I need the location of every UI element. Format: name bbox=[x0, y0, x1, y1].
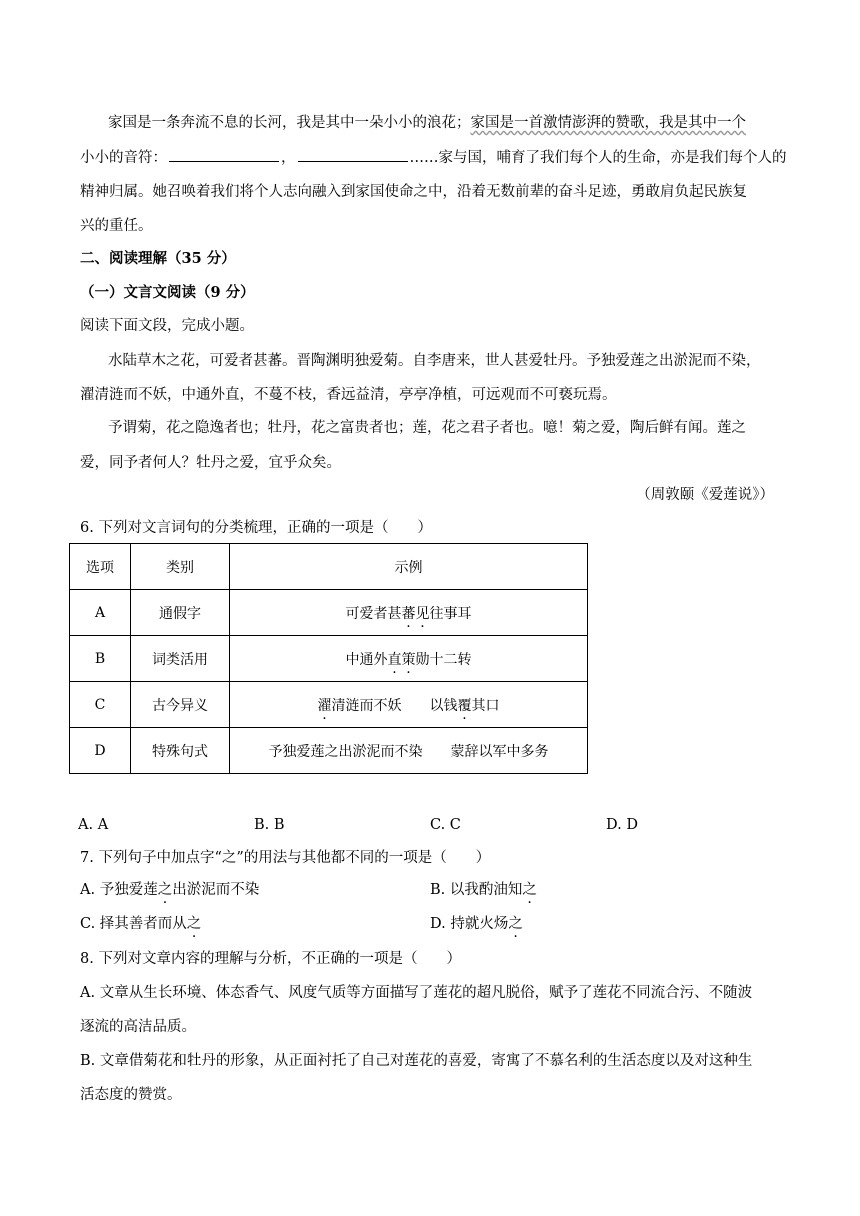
dotted-char: 蕃 bbox=[401, 605, 416, 622]
q8-option-b-line-2: 活态度的赞赏。 bbox=[80, 1087, 182, 1103]
q6-option-d[interactable]: D. D bbox=[606, 817, 638, 833]
q6-option-b[interactable]: B. B bbox=[254, 817, 285, 833]
subsection-heading: （一）文言文阅读（9 分） bbox=[80, 284, 255, 301]
row-option: C bbox=[70, 682, 131, 728]
option-text: C. 择其善者而从 bbox=[80, 916, 187, 932]
dotted-char: 之 bbox=[186, 916, 202, 932]
q8-option-a-line-1[interactable]: A. 文章从生长环境、体态香气、风度气质等方面描写了莲花的超凡脱俗，赋予了莲花不同流合污、不随波 bbox=[80, 985, 753, 1001]
dotted-char: 直 bbox=[387, 651, 402, 668]
q7-option-b[interactable] bbox=[430, 880, 537, 900]
q8-option-a-line-2: 逐流的高洁品质。 bbox=[80, 1019, 196, 1035]
classification-table bbox=[69, 543, 588, 774]
q8-option-b-line-1[interactable]: B. 文章借菊花和牡丹的形象，从正面衬托了自己对莲花的喜爱，寄寓了不慕名利的生活态度以及对这种生 bbox=[80, 1053, 753, 1069]
answer-blank-1[interactable] bbox=[169, 147, 279, 162]
example-text: 往事耳 bbox=[429, 605, 472, 622]
row-example bbox=[230, 636, 588, 682]
intro-line-1 bbox=[108, 113, 746, 133]
table-header: 示例 bbox=[230, 544, 588, 590]
row-category: 词类活用 bbox=[131, 636, 230, 682]
question-8-stem: 8. 下列对文章内容的理解与分析，不正确的一项是（ ） bbox=[80, 951, 461, 967]
row-category: 特殊句式 bbox=[131, 728, 230, 774]
example-text: 清涟而不妖 bbox=[331, 697, 402, 714]
dotted-char: 策 bbox=[401, 651, 416, 668]
question-7-stem: 7. 下列句子中加点字“之”的用法与其他都不同的一项是（ ） bbox=[80, 850, 491, 866]
question-6-stem: 6. 下列对文言词句的分类梳理，正确的一项是（ ） bbox=[80, 520, 432, 536]
passage-line: 爱，同予者何人？牡丹之爱，宜乎众矣。 bbox=[80, 455, 341, 471]
q7-option-a[interactable] bbox=[80, 880, 259, 900]
intro-text: 家国是一条奔流不息的长河，我是其中一朵小小的浪花； bbox=[108, 115, 471, 131]
row-category: 通假字 bbox=[131, 590, 230, 636]
dotted-char: 之 bbox=[157, 882, 173, 898]
passage-line: 濯清涟而不妖，中通外直，不蔓不枝，香远益清，亭亭净植，可远观而不可亵玩焉。 bbox=[80, 387, 617, 403]
table-header-row bbox=[70, 544, 588, 590]
example-text: 以钱 bbox=[429, 697, 458, 714]
option-text: D. 持就火炀 bbox=[430, 916, 509, 932]
row-example bbox=[230, 728, 588, 774]
table-header: 选项 bbox=[70, 544, 131, 590]
dotted-char: 濯 bbox=[317, 697, 332, 714]
table-row bbox=[70, 636, 588, 682]
option-text: 出淤泥而不染 bbox=[172, 882, 260, 898]
intro-line-3: 精神归属。她召唤着我们将个人志向融入到家国使命之中，沿着无数前辈的奋斗足迹，勇敢肩负起民族复 bbox=[80, 184, 747, 200]
q7-option-d[interactable] bbox=[430, 914, 523, 934]
intro-text: 小小的音符： bbox=[80, 150, 167, 166]
example-text: 予独爱莲之出淤泥而不染 bbox=[268, 743, 423, 760]
passage-line: 水陆草木之花，可爱者甚蕃。晋陶渊明独爱菊。自李唐来，世人甚爱牡丹。予独爱莲之出淤泥而不染， bbox=[108, 353, 761, 369]
example-text: 中通外 bbox=[345, 651, 388, 668]
intro-text: ……家与国，哺育了我们每个人的生命，亦是我们每个人的 bbox=[409, 150, 787, 166]
intro-line-4: 兴的重任。 bbox=[80, 218, 153, 234]
dotted-char: 见 bbox=[415, 605, 430, 622]
dotted-char: 覆 bbox=[457, 697, 472, 714]
table-row bbox=[70, 728, 588, 774]
section-heading: 二、阅读理解（35 分） bbox=[80, 250, 236, 267]
dotted-char: 之 bbox=[508, 916, 523, 932]
answer-blank-2[interactable] bbox=[298, 147, 408, 162]
row-example bbox=[230, 682, 588, 728]
intro-wavy-text: 家国是一首激情澎湃的赞歌，我是其中一个 bbox=[470, 115, 746, 131]
q6-option-a[interactable]: A. A bbox=[78, 817, 109, 833]
row-example bbox=[230, 590, 588, 636]
dotted-char: 之 bbox=[522, 882, 537, 898]
example-text: 勋十二转 bbox=[415, 651, 472, 668]
passage-line: 予谓菊，花之隐逸者也；牡丹，花之富贵者也；莲，花之君子者也。噫！菊之爱，陶后鲜有闻。莲之 bbox=[108, 420, 746, 436]
option-text: B. 以我酌油知 bbox=[430, 882, 523, 898]
instruction-text: 阅读下面文段，完成小题。 bbox=[80, 318, 254, 334]
q6-option-c[interactable]: C. C bbox=[430, 817, 461, 833]
row-category: 古今异义 bbox=[131, 682, 230, 728]
example-text: 可爱者甚 bbox=[345, 605, 402, 622]
row-option: A bbox=[70, 590, 131, 636]
example-text: 蒙辞以军中多务 bbox=[450, 743, 549, 760]
q7-option-c[interactable] bbox=[80, 914, 201, 934]
row-option: B bbox=[70, 636, 131, 682]
table-row bbox=[70, 682, 588, 728]
table-row bbox=[70, 590, 588, 636]
separator: ， bbox=[281, 150, 296, 166]
row-option: D bbox=[70, 728, 131, 774]
intro-line-2 bbox=[80, 147, 787, 168]
table-header: 类别 bbox=[131, 544, 230, 590]
option-text: A. 予独爱莲 bbox=[80, 882, 158, 898]
passage-source: （周敦颐《爱莲说》） bbox=[636, 487, 774, 503]
example-text: 其口 bbox=[471, 697, 500, 714]
